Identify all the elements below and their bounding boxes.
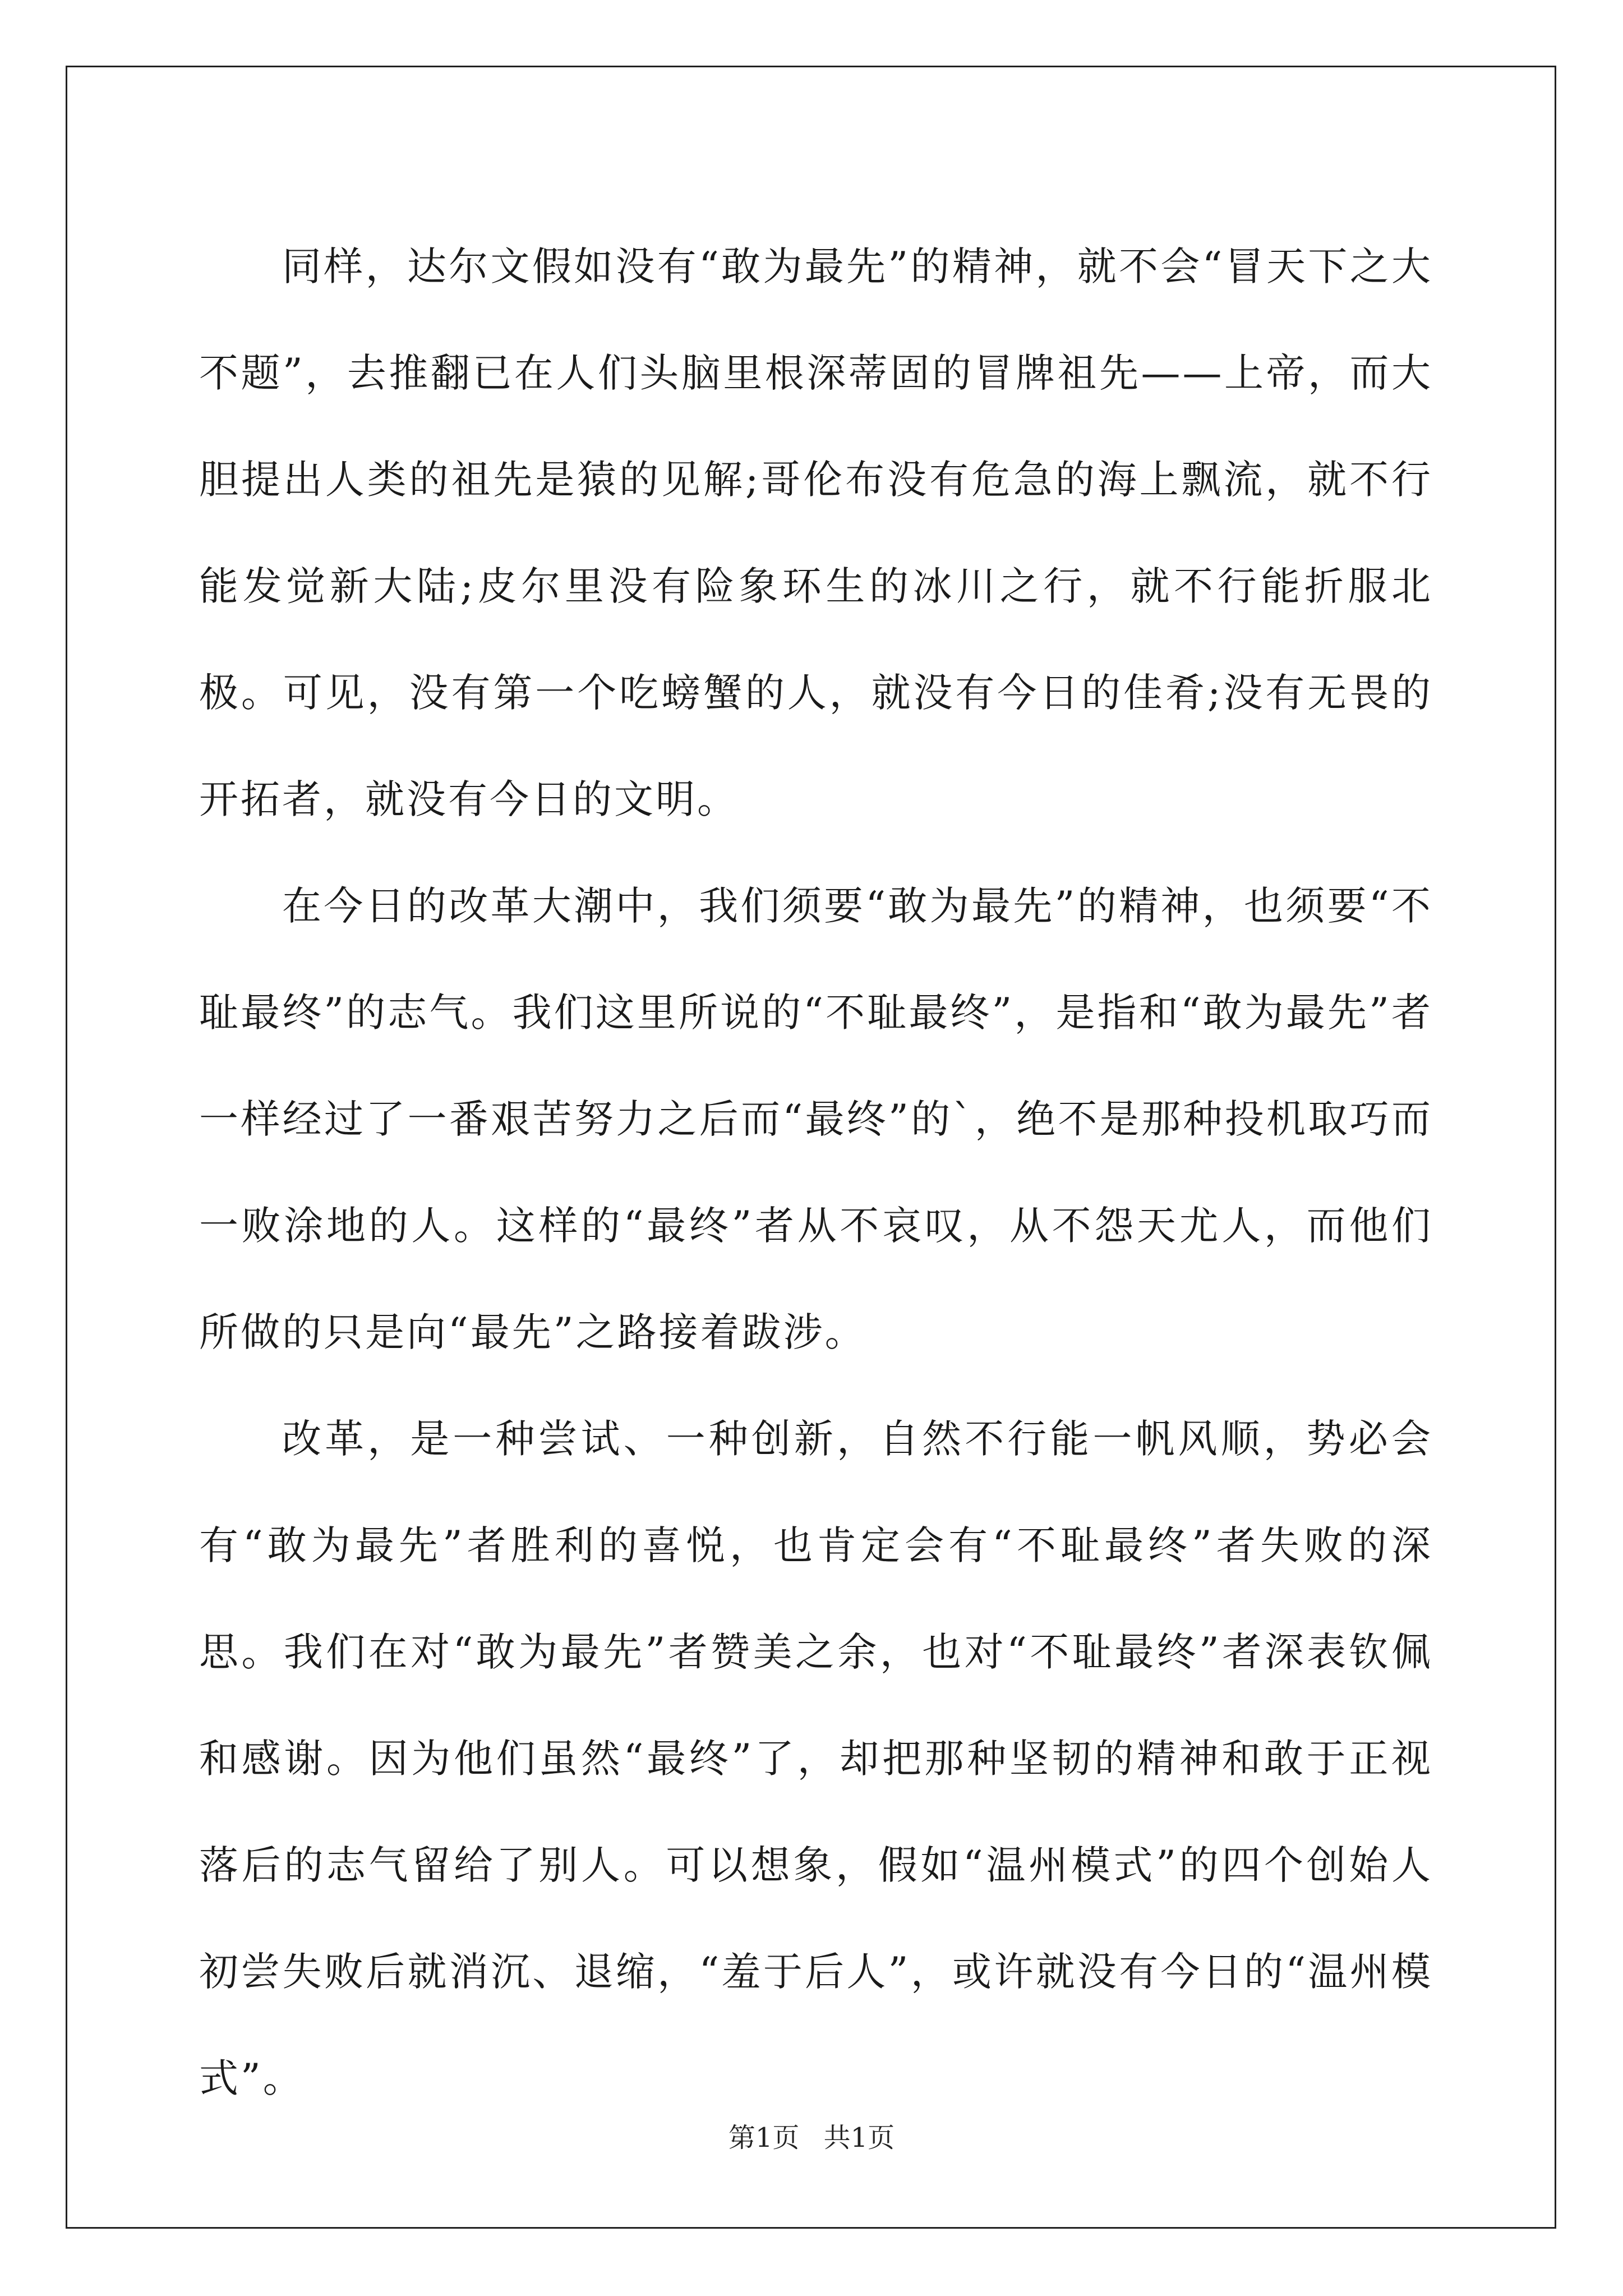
page-total: 共1页 (823, 2122, 895, 2154)
paragraph: 在今日的改革大潮中，我们须要“敢为最先”的精神，也须要“不耻最终”的志气。我们这里所说的“不耻最终”，是指和“敢为最先”者一样经过了一番艰苦努力之后而“最终”的`，绝不是那种投机取巧而一败涂地的人。这样的“最终”者从不哀叹，从不怨天尤人，而他们所做的只是向“最先”之路接着跋涉。 (199, 883, 1433, 1355)
page-footer (0, 2116, 1623, 2155)
paragraph: 改革，是一种尝试、一种创新，自然不行能一帆风顺，势必会有“敢为最先”者胜利的喜悦，也肯定会有“不耻最终”者失败的深思。我们在对“敢为最先”者赞美之余，也对“不耻最终”者深表钦佩和感谢。因为他们虽然“最终”了，却把那种坚韧的精神和敢于正视落后的志气留给了别人。可以想象，假如“温州模式”的四个创始人初尝失败后就消沉、退缩，“羞于后人”，或许就没有今日的“温州模式”。 (199, 1416, 1433, 2101)
paragraph: 同样，达尔文假如没有“敢为最先”的精神，就不会“冒天下之大不题”，去推翻已在人们头脑里根深蒂固的冒牌祖先——上帝，而大胆提出人类的祖先是猿的见解;哥伦布没有危急的海上飘流，就不行能发觉新大陆;皮尔里没有险象环生的冰川之行，就不行能折服北极。可见，没有第一个吃螃蟹的人，就没有今日的佳肴;没有无畏的开拓者，就没有今日的文明。 (199, 243, 1433, 822)
document-body (199, 213, 1433, 2132)
page-number: 第1页 (728, 2122, 800, 2154)
